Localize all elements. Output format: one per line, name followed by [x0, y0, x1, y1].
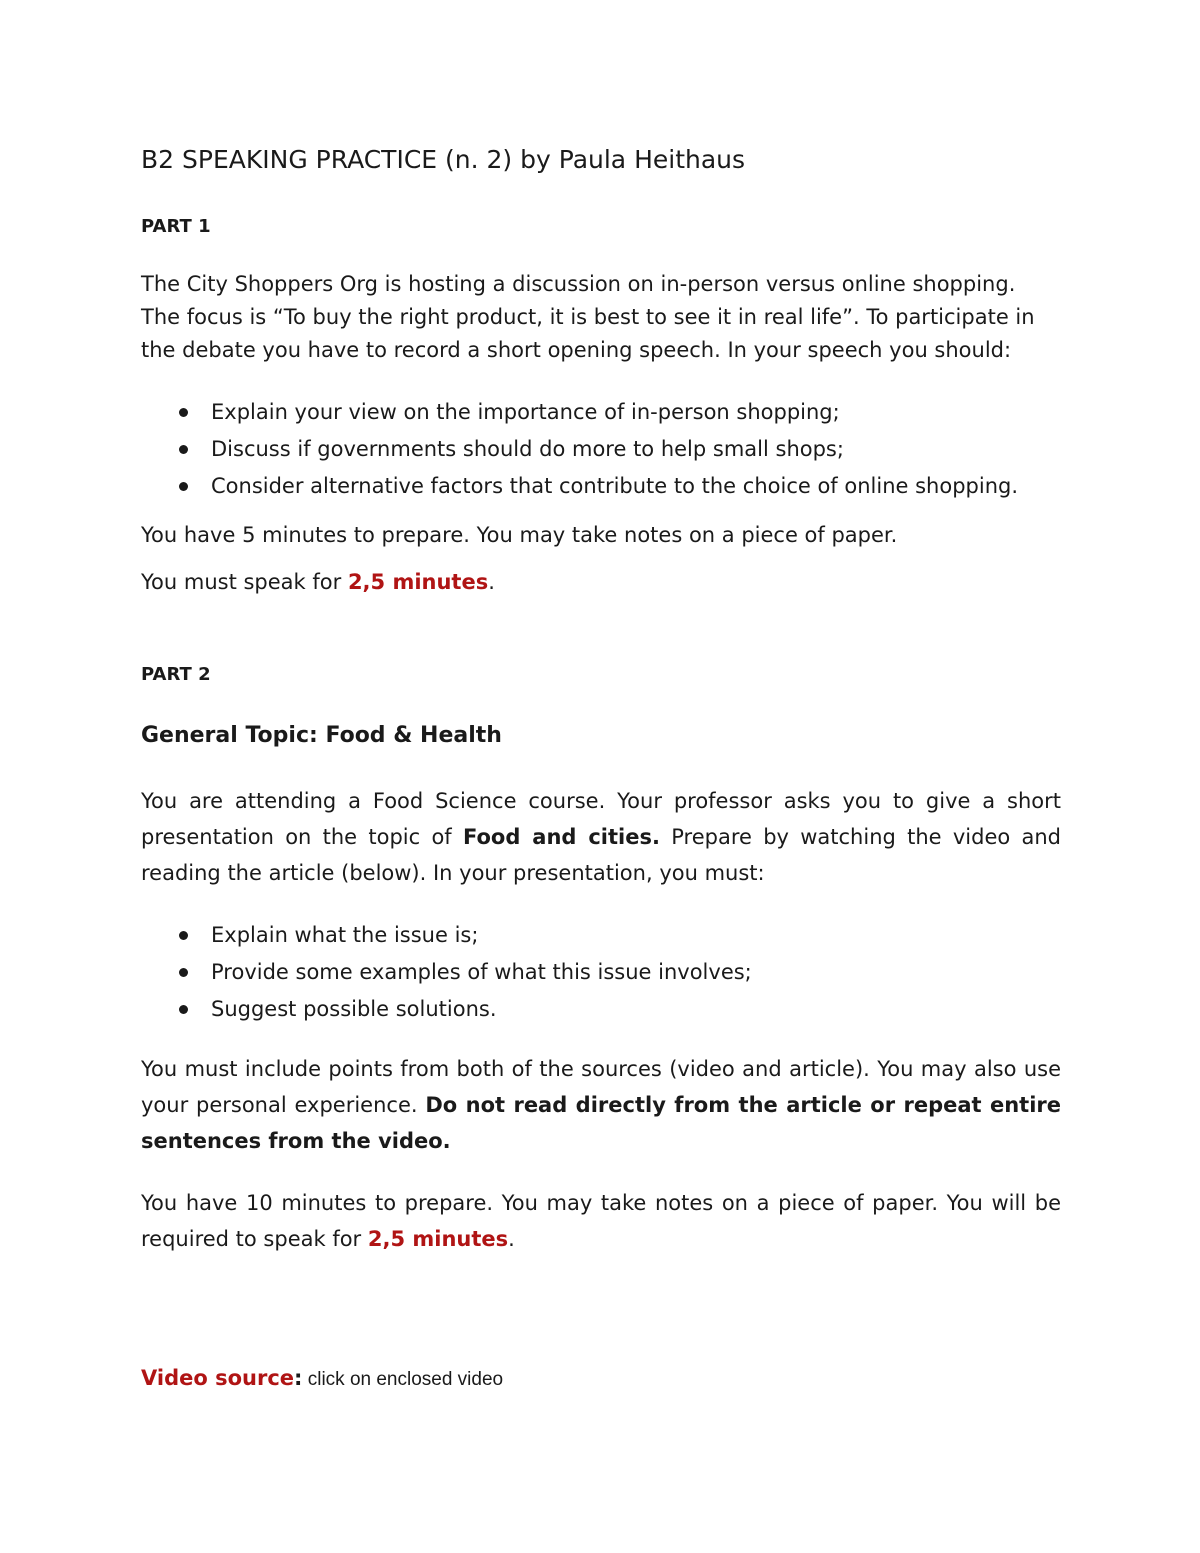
list-item — [141, 470, 1018, 507]
prepare-time: 2,5 minutes — [367, 1227, 509, 1251]
part2-prepare — [141, 1185, 1061, 1257]
list-item-text: Consider alternative factors that contribute to the choice of online shopping. — [211, 474, 1019, 498]
part2-label: PART 2 — [141, 664, 211, 685]
list-item — [141, 433, 1018, 470]
bullet-icon — [179, 968, 188, 977]
bullet-icon — [179, 482, 188, 491]
speak-prefix: You must speak for — [141, 570, 348, 594]
part1-speak — [141, 566, 1061, 599]
intro-topic-bold: Food and cities. — [462, 825, 660, 849]
document-title: B2 SPEAKING PRACTICE (n. 2) by Paula Heithaus — [141, 145, 746, 174]
prepare-suffix: . — [508, 1227, 515, 1251]
intro-text-b: Prepare by watching the video and reading the article (below). In your presentation, you must: — [141, 825, 1062, 885]
video-source-line — [141, 1366, 503, 1391]
bullet-icon — [179, 931, 188, 940]
list-item — [141, 993, 752, 1030]
part1-bullet-list — [141, 396, 1018, 507]
bullet-icon — [179, 408, 188, 417]
part2-intro — [141, 783, 1061, 891]
part2-sources — [141, 1051, 1061, 1159]
part2-bullet-list — [141, 919, 752, 1030]
video-source-text: click on enclosed video — [302, 1369, 504, 1390]
video-source-colon: : — [294, 1366, 303, 1390]
list-item-text: Provide some examples of what this issue involves; — [211, 960, 752, 984]
bullet-icon — [179, 445, 188, 454]
bullet-icon — [179, 1005, 188, 1014]
speak-time: 2,5 minutes — [347, 570, 489, 594]
prepare-text: You have 10 minutes to prepare. You may take notes on a piece of paper. You will be required to speak for — [141, 1191, 1061, 1251]
list-item — [141, 919, 752, 956]
video-source-label: Video source — [141, 1366, 295, 1390]
sources-text: You must include points from both of the sources (video and article). You may also use your personal experience. — [141, 1057, 1061, 1117]
sources-warning-bold: Do not read directly from the article or repeat entire sentences from the video. — [141, 1093, 1062, 1153]
list-item — [141, 396, 1018, 433]
speak-suffix: . — [488, 570, 495, 594]
list-item-text: Discuss if governments should do more to help small shops; — [211, 437, 844, 461]
list-item-text: Suggest possible solutions. — [211, 997, 497, 1021]
part1-label: PART 1 — [141, 216, 211, 237]
intro-text-a: You are attending a Food Science course. Your professor asks you to give a short presentation on the topic of — [141, 789, 1061, 849]
list-item-text: Explain your view on the importance of in-person shopping; — [211, 400, 840, 424]
part1-prepare: You have 5 minutes to prepare. You may take notes on a piece of paper. — [141, 523, 898, 547]
list-item-text: Explain what the issue is; — [211, 923, 479, 947]
list-item — [141, 956, 752, 993]
part1-intro: The City Shoppers Org is hosting a discussion on in-person versus online shopping. The focus is “To buy the right product, it is best to see it in real life”. To participate in the debate you have to record a short opening speech. In your speech you should: — [141, 272, 1035, 362]
part2-topic: General Topic: Food & Health — [141, 723, 502, 748]
